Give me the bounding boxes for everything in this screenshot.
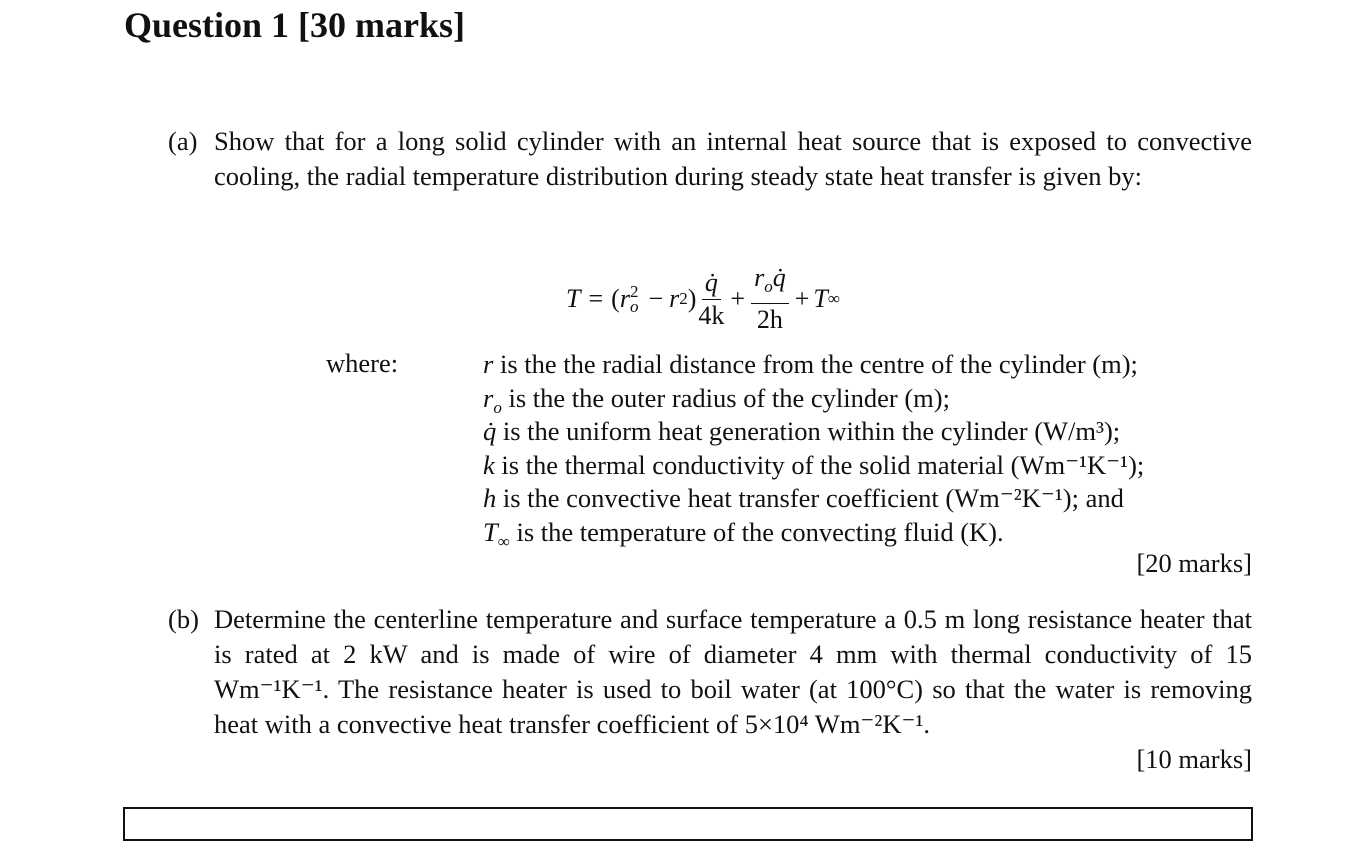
def-symbol-sub: o: [493, 397, 502, 417]
eq-r: r: [669, 284, 680, 313]
eq-equals: =: [588, 284, 604, 313]
eq-r-o-sub: o: [629, 297, 639, 316]
temperature-equation: [566, 262, 840, 336]
definition-t-inf: [483, 516, 1144, 550]
eq-r-o-sq: 2: [629, 282, 639, 301]
def-text: is the the outer radius of the cylinder (m);: [501, 382, 950, 413]
part-a-label: (a): [168, 126, 198, 156]
part-b-paragraph: [168, 602, 1252, 742]
eq-close-paren: ): [687, 284, 697, 313]
eq-frac2-r: r: [754, 263, 765, 292]
eq-t-inf-sub: ∞: [827, 289, 840, 308]
def-text: is the uniform heat generation within the cylinder (W/m³);: [496, 416, 1121, 446]
eq-frac2-denominator: 2h: [756, 305, 783, 334]
def-text: is the thermal conductivity of the solid material (Wm⁻¹K⁻¹);: [494, 449, 1145, 480]
answer-box[interactable]: [123, 807, 1253, 841]
eq-fraction-1: [698, 267, 724, 332]
def-text: is the convective heat transfer coefficient (Wm⁻²K⁻¹); and: [496, 483, 1124, 513]
eq-plus-1: +: [730, 284, 746, 313]
eq-minus: −: [648, 284, 664, 313]
definition-k: [483, 449, 1144, 483]
eq-frac2-numerator: [751, 262, 789, 304]
definitions-list: [483, 348, 1144, 549]
part-a-marks: [20 marks]: [1136, 548, 1252, 578]
def-text: is the temperature of the convecting fluid (K).: [509, 516, 1004, 547]
question-heading: Question 1 [30 marks]: [124, 5, 465, 45]
part-b-text: Determine the centerline temperature and surface temperature a 0.5 m long resistance heater that is rated at 2 kW and is made of wire of diameter 4 mm with thermal conductivity of 15 Wm⁻¹K⁻¹. The resistance heater is used to boil water (at 100°C) so that the water is removing heat with a convective heat transfer coefficient of 5×10⁴ Wm⁻²K⁻¹.: [214, 604, 1252, 739]
def-symbol-sub: ∞: [497, 531, 510, 551]
definition-r-o: [483, 382, 1144, 416]
eq-t-inf: T: [813, 284, 828, 313]
eq-lhs: T: [566, 284, 581, 313]
where-label: where:: [326, 348, 399, 378]
eq-frac2-q: q̇: [772, 263, 786, 292]
eq-plus-2: +: [794, 284, 810, 313]
def-text: is the the radial distance from the centre of the cylinder (m);: [493, 349, 1138, 379]
part-a-paragraph: [168, 124, 1252, 194]
eq-open-paren: (: [611, 284, 620, 313]
eq-r-o: r: [619, 284, 630, 313]
definition-r: [483, 348, 1144, 382]
part-b-label: (b): [168, 604, 199, 634]
def-symbol: r: [483, 382, 494, 413]
part-a-text: Show that for a long solid cylinder with an internal heat source that is exposed to convective cooling, the radial temperature distribution during steady state heat transfer is given by:: [214, 126, 1252, 191]
part-b-marks: [10 marks]: [1136, 744, 1252, 774]
definition-h: [483, 482, 1144, 516]
def-symbol: r: [483, 349, 494, 379]
eq-r-sq: 2: [679, 289, 688, 308]
eq-frac2-r-sub: o: [764, 277, 773, 296]
definition-q-dot: [483, 415, 1144, 449]
eq-fraction-2: [751, 262, 789, 336]
def-symbol: h: [483, 483, 497, 513]
eq-frac1-numerator: q̇: [702, 267, 721, 300]
def-symbol: k: [483, 449, 495, 480]
def-symbol: T: [483, 516, 498, 547]
def-symbol: q̇: [483, 416, 497, 446]
eq-frac1-denominator: 4k: [698, 300, 725, 330]
